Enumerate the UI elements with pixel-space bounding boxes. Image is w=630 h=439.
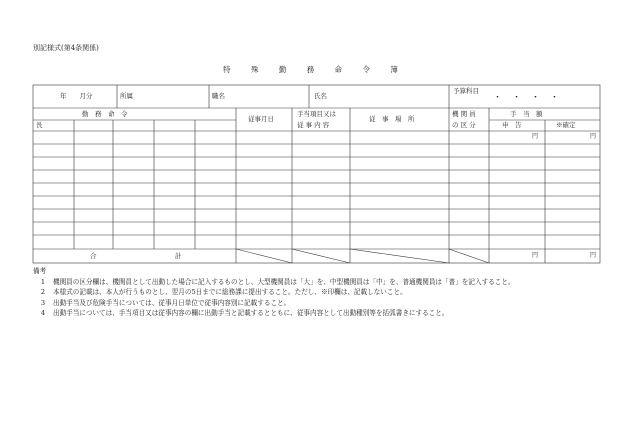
budget-dots: ・・・・ — [493, 93, 570, 103]
yen-confirmed-total: 円 — [590, 252, 597, 259]
note-number: 3 — [40, 298, 46, 307]
col-class-2: の 区 分 — [452, 121, 476, 129]
header-budget: 予算科目 — [453, 87, 479, 95]
col-work-date: 従事月日 — [248, 115, 274, 123]
total-label-1: 合 — [90, 252, 97, 260]
col-allowance-item-2: 従 事 内 容 — [297, 121, 330, 129]
note-number: 4 — [40, 308, 46, 317]
note-text: 出動手当及び危険手当については、従事月日単位で従事内容別に記載すること。 — [53, 298, 291, 307]
yen-report-first-row: 円 — [532, 133, 539, 140]
col-order: 勤 務 命 令 — [82, 110, 128, 118]
header-name: 氏名 — [314, 92, 327, 100]
header-date: 年 月分 — [60, 92, 93, 100]
notes-heading: 備考 — [33, 267, 47, 275]
yen-report-total: 円 — [532, 252, 539, 259]
col-class-1: 機 関 員 — [452, 110, 476, 118]
yen-confirmed-first-row: 円 — [590, 133, 597, 140]
note-item — [33, 298, 601, 308]
note-text: 機関員の区分欄は、機関員として出動した場合に記入するものとし、大型機関員は「大」を、中型機関員は「中」を、普通機関員は「普」を記入すること。 — [53, 278, 515, 287]
total-label-2: 計 — [175, 252, 182, 260]
col-work-place: 従 事 場 所 — [369, 115, 415, 123]
note-item — [33, 308, 601, 318]
note-number: 1 — [40, 278, 46, 287]
note-number: 2 — [40, 288, 46, 297]
col-allowance-amount: 手 当 額 — [510, 110, 543, 118]
note-item — [33, 277, 601, 287]
col-report: 申 告 — [502, 121, 522, 129]
notes-section — [33, 266, 601, 318]
note-text: 出動手当については、手当項目又は従事内容の欄に出動手当と記載するとともに、従事内容として出動種別等を括弧書きにすること。 — [53, 308, 449, 317]
document-title: 特 殊 勤 務 命 令 簿 — [223, 65, 407, 74]
note-item — [33, 287, 601, 297]
form-label: 別記様式(第4条関係) — [33, 44, 99, 52]
col-confirmed: ※確定 — [556, 121, 576, 129]
col-allowance-item-1: 手当項目又は — [297, 110, 336, 118]
header-position: 職名 — [212, 92, 225, 100]
col-chief: 長 — [36, 121, 43, 129]
note-text: 本様式の記載は、本人が行うものとし、翌月の5日までに総務課に提出すること。ただし、※印欄は、記載しないこと。 — [53, 288, 407, 297]
header-office: 所属 — [120, 92, 133, 100]
